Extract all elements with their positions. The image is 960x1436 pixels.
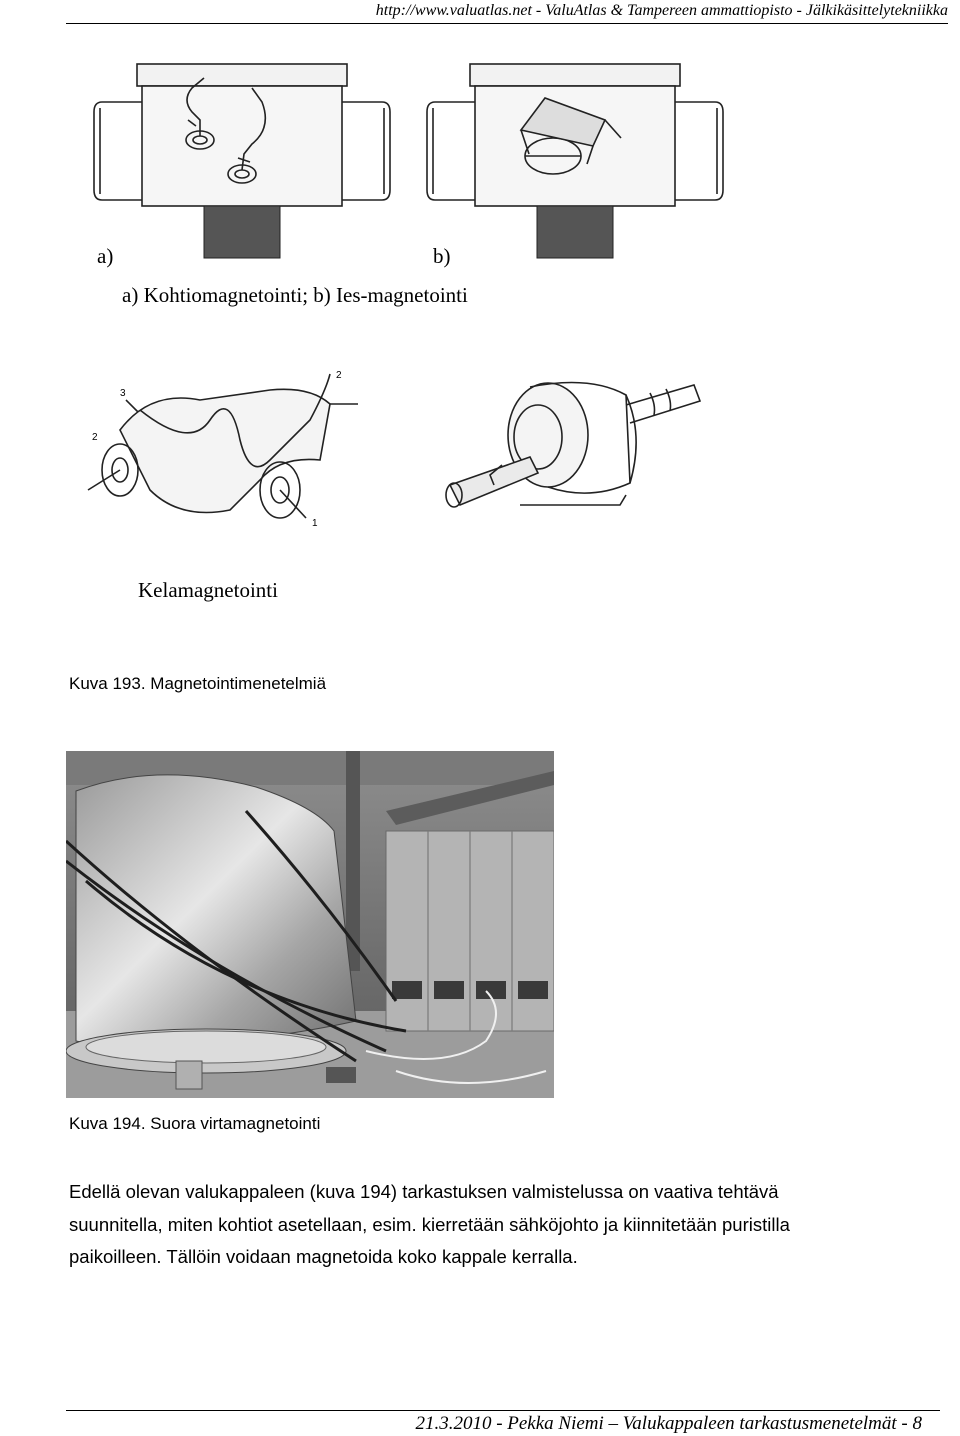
coil-magnetization-wheel-illustration — [430, 365, 710, 540]
body-line-3: paikoilleen. Tällöin voidaan magnetoida koko kappale kerralla. — [69, 1246, 578, 1267]
direct-current-magnetization-photo — [66, 751, 554, 1098]
coil-label-3: 3 — [120, 388, 126, 399]
caption-figure-193: Kuva 193. Magnetointimenetelmiä — [69, 674, 327, 693]
coil-label-1: 1 — [312, 518, 318, 529]
prod-magnetization-illustration — [92, 62, 392, 260]
body-line-2: suunnitella, miten kohtiot asetellaan, esim. kierretään sähköjohto ja kiinnitetään puristilla — [69, 1213, 790, 1235]
page-footer: 21.3.2010 - Pekka Niemi – Valukappaleen tarkastusmenetelmät - 8 — [415, 1413, 922, 1434]
page-header: http://www.valuatlas.net - ValuAtlas & Tampereen ammattiopisto - Jälkikäsittelytekniikka — [375, 2, 948, 19]
figure-b-label: b) — [433, 244, 451, 268]
caption-figure-194: Kuva 194. Suora virtamagnetointi — [69, 1114, 321, 1133]
body-line-1: Edellä olevan valukappaleen (kuva 194) tarkastuksen valmistelussa on vaativa tehtävä — [69, 1181, 779, 1202]
caption-prod-yoke: a) Kohtiomagnetointi; b) Ies-magnetointi — [122, 283, 468, 307]
header-rule — [66, 23, 948, 24]
footer-rule — [66, 1410, 940, 1411]
body-paragraph — [69, 1176, 929, 1274]
coil-label-2: 2 — [92, 432, 98, 443]
figure-a-label: a) — [97, 244, 114, 268]
coil-label-top: 2 — [336, 370, 342, 381]
coil-magnetization-pipe-illustration — [80, 360, 370, 540]
caption-coil: Kelamagnetointi — [138, 578, 278, 602]
yoke-magnetization-illustration — [425, 62, 725, 260]
